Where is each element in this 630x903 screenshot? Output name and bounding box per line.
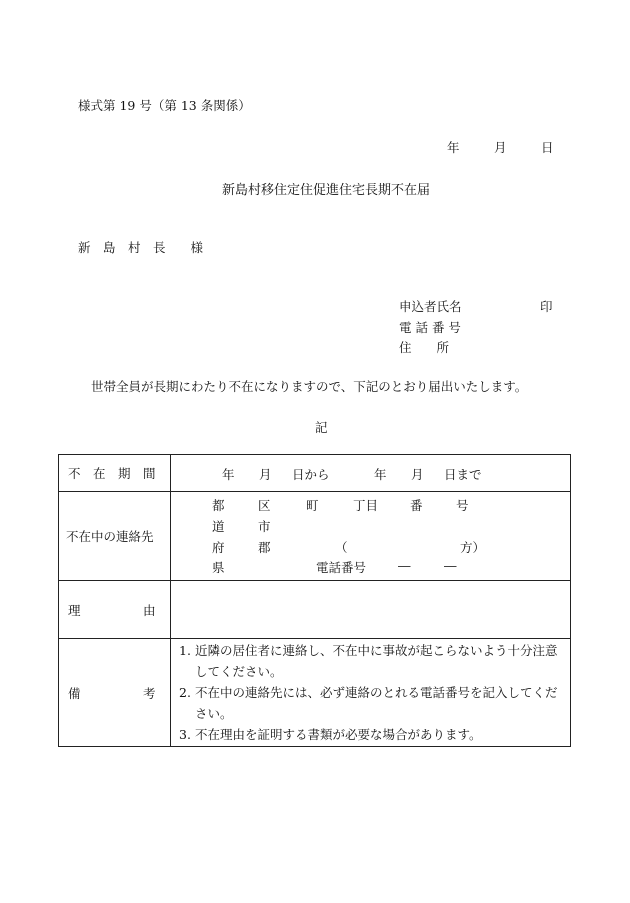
remarks-item-text: 近隣の居住者に連絡し、不在中に事故が起こらないよう十分注意してください。 — [195, 643, 558, 679]
row-reason — [59, 581, 571, 639]
to-month: 月 — [411, 467, 424, 482]
reason-label-cell — [59, 581, 171, 639]
contact-r3-paren-open: （ — [335, 540, 348, 555]
contact-r1-ku: 区 — [258, 498, 271, 513]
date-day: 日 — [541, 140, 554, 155]
contact-phone-dash-2: ― — [444, 558, 457, 573]
document-title: 新島村移住定住促進住宅長期不在届 — [222, 183, 431, 198]
remarks-item — [171, 682, 566, 724]
contact-r2-do: 道 — [212, 519, 225, 534]
applicant-address-label: 住 所 — [399, 340, 450, 355]
contact-r1-to: 都 — [212, 498, 225, 513]
remarks-label-cell — [59, 639, 171, 747]
from-month: 月 — [259, 467, 272, 482]
contact-r3-kata: 方） — [460, 540, 486, 555]
intro-text: 世帯全員が長期にわたり不在になりますので、下記のとおり届出いたします。 — [91, 379, 528, 394]
period-value-cell[interactable] — [171, 455, 571, 492]
remarks-item-number: 2. — [179, 685, 191, 700]
applicant-name-label: 申込者氏名 — [399, 299, 462, 314]
remarks-list — [171, 639, 570, 746]
from-year: 年 — [222, 467, 235, 482]
date-month: 月 — [494, 140, 507, 155]
remarks-item — [171, 724, 566, 745]
period-label: 不 在 期 間 — [68, 466, 156, 481]
absence-form-table — [58, 454, 571, 747]
seal-mark: 印 — [540, 299, 553, 314]
to-year: 年 — [374, 467, 387, 482]
remarks-item-number: 1. — [179, 643, 191, 658]
remarks-item-text: 不在中の連絡先には、必ず連絡のとれる電話番号を記入してください。 — [195, 685, 558, 721]
contact-phone-label: 電話番号 — [316, 560, 367, 575]
contact-r1-machi: 町 — [306, 498, 319, 513]
remarks-label: 備 考 — [68, 685, 156, 701]
remarks-item-number: 3. — [179, 727, 191, 742]
contact-label: 不在中の連絡先 — [66, 529, 154, 544]
applicant-phone-label: 電 話 番 号 — [399, 320, 461, 335]
contact-value-cell[interactable] — [171, 492, 571, 581]
remarks-value-cell — [171, 639, 571, 747]
contact-r3-fu: 府 — [212, 540, 225, 555]
row-remarks — [59, 639, 571, 747]
remarks-item — [171, 640, 566, 682]
to-day: 日まで — [444, 467, 482, 482]
contact-r1-go: 号 — [456, 498, 469, 513]
contact-r2-shi: 市 — [258, 519, 271, 534]
contact-label-cell — [59, 492, 171, 581]
date-year: 年 — [447, 140, 460, 155]
contact-r4-ken: 県 — [212, 560, 225, 575]
row-contact — [59, 492, 571, 581]
contact-r1-ban: 番 — [410, 498, 423, 513]
reason-value-cell[interactable] — [171, 581, 571, 639]
period-label-cell — [59, 455, 171, 492]
from-day: 日から — [292, 467, 330, 482]
reason-label: 理 由 — [68, 602, 156, 618]
row-period — [59, 455, 571, 492]
ki-heading: 記 — [315, 420, 328, 435]
contact-r3-gun: 郡 — [258, 540, 271, 555]
addressee: 新 島 村 長 様 — [78, 240, 204, 255]
contact-r1-chome: 丁目 — [353, 498, 379, 513]
remarks-item-text: 不在理由を証明する書類が必要な場合があります。 — [195, 727, 482, 742]
form-number: 様式第 19 号（第 13 条関係） — [78, 98, 251, 113]
contact-phone-dash-1: ― — [398, 558, 411, 573]
